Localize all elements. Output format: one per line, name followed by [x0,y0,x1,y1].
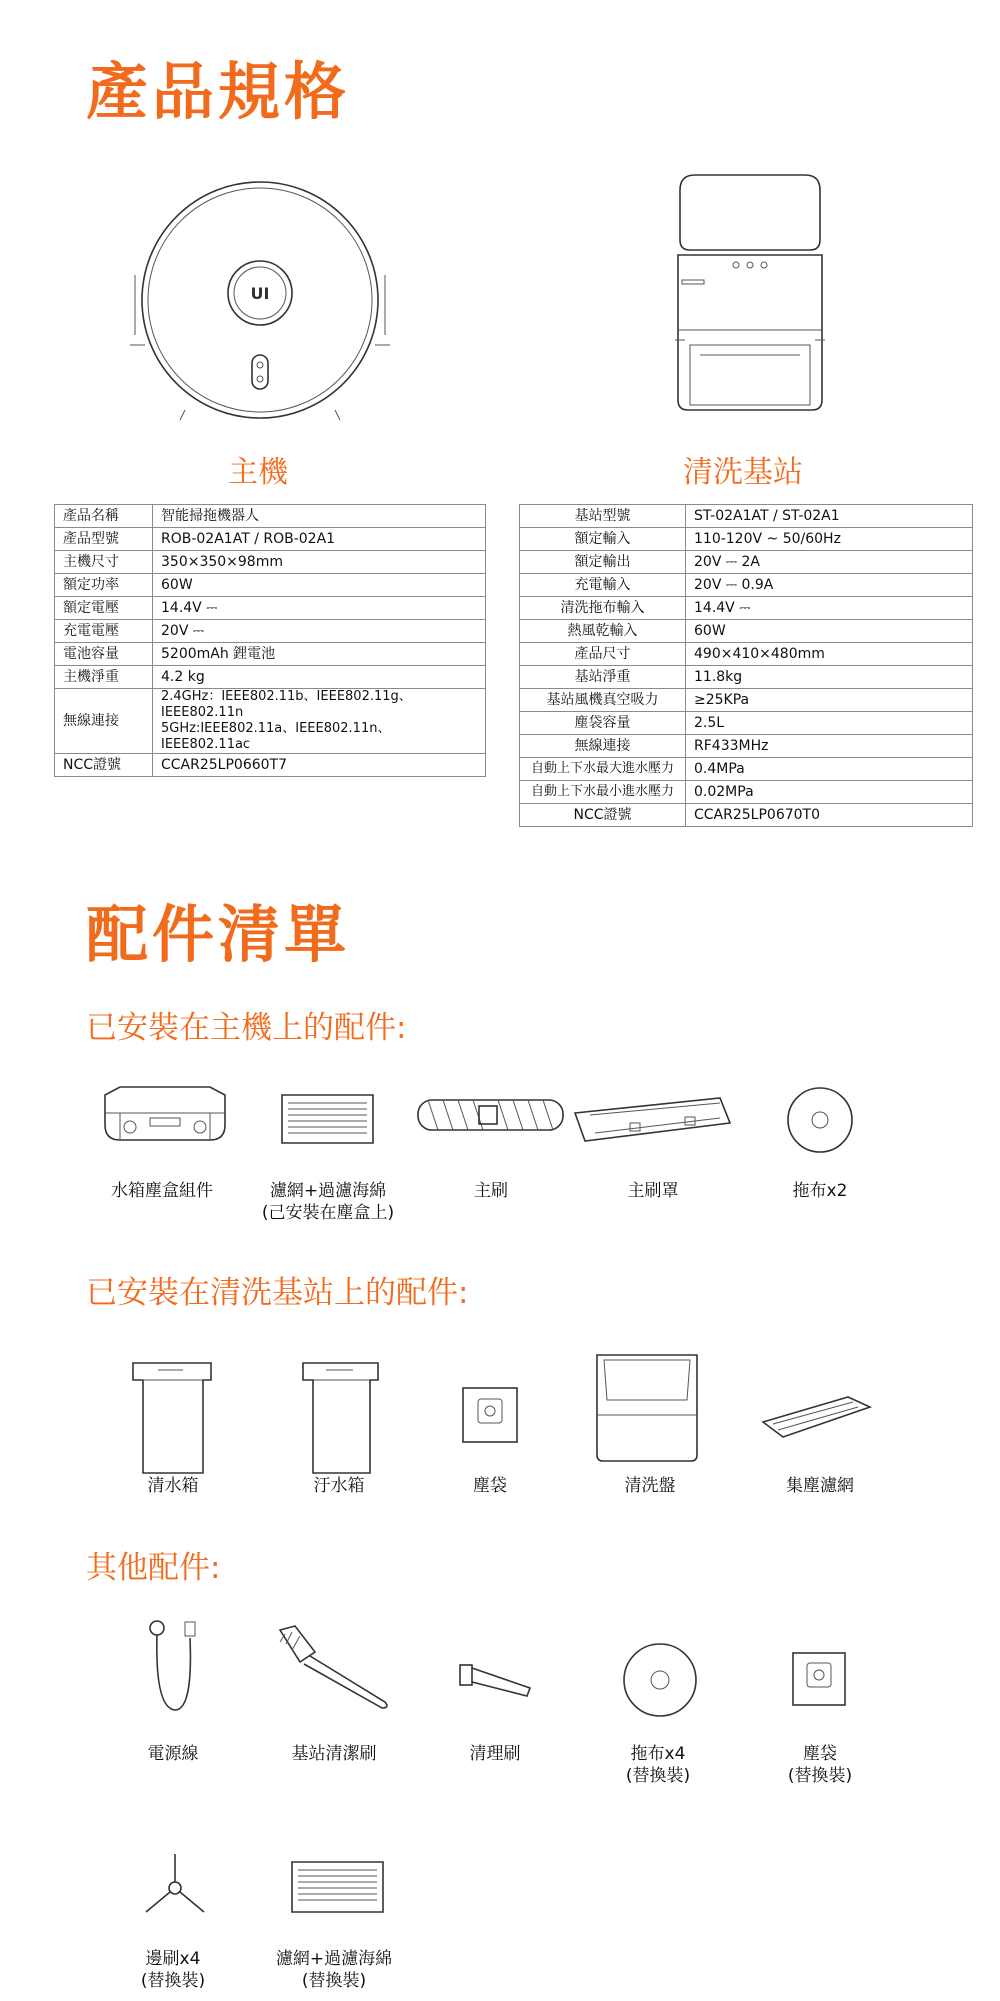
spec-key: 額定輸出 [520,551,686,574]
item-label-line-2: (替換裝) [140,1971,206,1991]
spec-value: 2.5L [686,712,973,735]
table-row [520,643,973,666]
item-label-line-1: 水箱塵盒組件 [111,1181,213,1201]
spec-value: 20V ⎓ [153,620,486,643]
item-label-line-1: 主刷罩 [627,1181,679,1201]
spec-key: NCC證號 [520,804,686,827]
table-row [520,666,973,689]
spec-key: 額定輸入 [520,528,686,551]
item-label-line-1: 清理刷 [469,1744,521,1764]
dust-bag-icon [790,1650,848,1708]
spec-key: 產品尺寸 [520,643,686,666]
spec-value: 0.02MPa [686,781,973,804]
spec-value: RF433MHz [686,735,973,758]
item-label [405,1475,575,1497]
table-row [55,528,486,551]
spec-key: NCC證號 [55,754,153,777]
item-label-line-2: (己安裝在塵盒上) [261,1203,395,1223]
spec-value-line-1: 2.4GHz：IEEE802.11b、IEEE802.11g、IEEE802.11n [161,689,412,720]
item-label [254,1475,424,1497]
spec-value-line-2: 5GHz:IEEE802.11a、IEEE802.11n、IEEE802.11ac [161,721,391,752]
section-on-robot: 已安裝在主機上的配件: [86,1010,407,1046]
clean-tank-icon [128,1358,216,1478]
item-label [88,1475,258,1497]
side-brush-icon [140,1850,210,1920]
spec-value: 11.8kg [686,666,973,689]
filter-icon [290,1860,385,1915]
item-label [249,1948,419,1992]
spec-key: 清洗拖布輸入 [520,597,686,620]
section-on-station: 已安裝在清洗基站上的配件: [86,1275,469,1311]
item-label [735,1475,905,1497]
item-label [568,1180,738,1202]
spec-value: 490×410×480mm [686,643,973,666]
item-label-line-2: (替換裝) [625,1766,691,1786]
spec-value: 14.4V ⎓ [686,597,973,620]
item-label-line-1: 汙水箱 [313,1476,365,1496]
dust-bag-icon [460,1385,520,1445]
item-label [565,1475,735,1497]
spec-key: 基站淨重 [520,666,686,689]
station-caption: 清洗基站 [683,455,803,490]
item-label [88,1743,258,1765]
brush-cover-icon [570,1093,735,1145]
spec-key: 產品名稱 [55,505,153,528]
item-label-line-2: (替換裝) [301,1971,367,1991]
item-label-line-1: 主刷 [474,1181,508,1201]
table-row [520,528,973,551]
spec-value: 350×350×98mm [153,551,486,574]
item-label [88,1948,258,1992]
table-row [55,666,486,689]
table-row [520,758,973,781]
table-row [520,505,973,528]
item-label-line-2: (替換裝) [787,1766,853,1786]
spec-key: 基站風機真空吸力 [520,689,686,712]
spec-value: 60W [686,620,973,643]
spec-value: CCAR25LP0660T7 [153,754,486,777]
item-label-line-1: 拖布x2 [792,1181,848,1201]
water-tank-dustbin-icon [100,1085,230,1145]
spec-key: 充電電壓 [55,620,153,643]
table-row [55,689,486,754]
table-row [55,551,486,574]
spec-key: 主機尺寸 [55,551,153,574]
item-label-line-1: 塵袋 [473,1476,507,1496]
table-row [55,505,486,528]
spec-value: 60W [153,574,486,597]
item-label-line-1: 拖布x4 [630,1744,686,1764]
table-row [520,689,973,712]
item-label [243,1180,413,1224]
item-label [410,1743,580,1765]
item-label-line-1: 濾網+過濾海綿 [275,1949,393,1969]
spec-key: 自動上下水最小進水壓力 [520,781,686,804]
item-label-line-1: 基站清潔刷 [291,1744,377,1764]
dirty-tank-icon [298,1358,383,1478]
spec-key: 無線連接 [55,689,153,754]
spec-value: 5200mAh 鋰電池 [153,643,486,666]
spec-key: 額定功率 [55,574,153,597]
item-label-line-1: 清洗盤 [624,1476,676,1496]
spec-key: 產品型號 [55,528,153,551]
spec-value: CCAR25LP0670T0 [686,804,973,827]
item-label [249,1743,419,1765]
spec-key: 無線連接 [520,735,686,758]
item-label-line-1: 濾網+過濾海綿 [269,1181,387,1201]
item-label [735,1180,905,1202]
item-label [573,1743,743,1787]
mop-pad-icon [785,1085,855,1155]
spec-key: 熱風乾輸入 [520,620,686,643]
spec-key: 塵袋容量 [520,712,686,735]
table-row [55,754,486,777]
spec-value [153,689,486,754]
item-label-line-1: 塵袋 [803,1744,837,1764]
table-row [55,574,486,597]
spec-value: 0.4MPa [686,758,973,781]
table-row [520,735,973,758]
table-row [55,643,486,666]
section-others: 其他配件: [86,1550,221,1586]
spec-value: 20V ⎓ 0.9A [686,574,973,597]
item-label [77,1180,247,1202]
station-spec-table [519,504,973,827]
accessories-title: 配件清單 [86,898,351,971]
table-row [55,620,486,643]
mop-pad-icon [620,1640,700,1720]
spec-value: 110-120V ~ 50/60Hz [686,528,973,551]
item-label [735,1743,905,1787]
spec-key: 額定電壓 [55,597,153,620]
spec-key: 充電輸入 [520,574,686,597]
table-row [520,804,973,827]
item-label-line-1: 電源線 [147,1744,199,1764]
item-label-line-1: 集塵濾網 [786,1476,854,1496]
table-row [520,781,973,804]
spec-value: ≥25KPa [686,689,973,712]
robot-spec-table [54,504,486,777]
table-row [520,712,973,735]
spec-title: 產品規格 [86,55,351,128]
table-row [520,620,973,643]
station-brush-icon [270,1622,395,1710]
item-label-line-1: 清水箱 [147,1476,199,1496]
filter-icon [280,1093,375,1145]
svg-text:UI: UI [250,284,270,303]
wash-tray-icon [592,1345,702,1465]
table-row [520,597,973,620]
main-brush-icon [413,1088,568,1144]
table-row [520,551,973,574]
spec-value: 14.4V ⎓ [153,597,486,620]
cleaning-brush-icon [455,1660,535,1705]
power-cord-icon [145,1618,205,1718]
robot-vacuum-icon [125,195,395,415]
base-station-icon [670,170,830,420]
spec-key: 電池容量 [55,643,153,666]
robot-caption: 主機 [228,455,288,490]
spec-value: ST-02A1AT / ST-02A1 [686,505,973,528]
item-label [406,1180,576,1202]
spec-value: 智能掃拖機器人 [153,505,486,528]
table-row [520,574,973,597]
spec-key: 主機淨重 [55,666,153,689]
spec-value: 4.2 kg [153,666,486,689]
item-label-line-1: 邊刷x4 [145,1949,201,1969]
spec-value: 20V ⎓ 2A [686,551,973,574]
spec-value: ROB-02A1AT / ROB-02A1 [153,528,486,551]
table-row [55,597,486,620]
dust-filter-icon [758,1392,873,1442]
spec-key: 自動上下水最大進水壓力 [520,758,686,781]
spec-key: 基站型號 [520,505,686,528]
